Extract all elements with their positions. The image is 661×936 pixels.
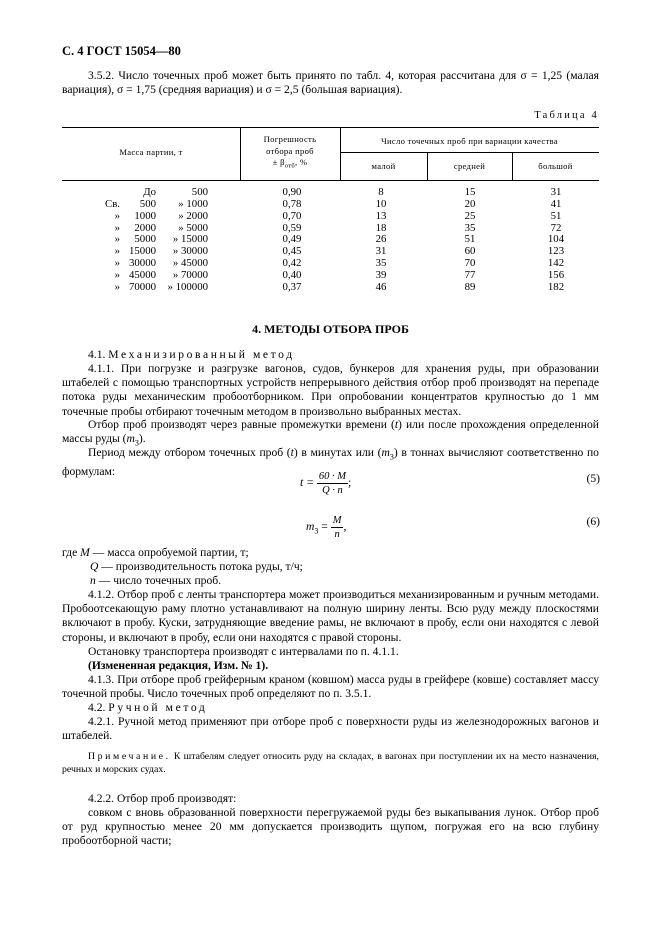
table-cell: 500 (191, 186, 208, 198)
col-mid (445, 187, 495, 294)
table-cell: 46 (375, 280, 387, 293)
numerator: 60 · M (318, 471, 346, 482)
table-cell: » 2000 (178, 209, 208, 222)
table-cell: 70 (464, 257, 476, 270)
beta-symbol: ± β (272, 157, 285, 167)
text: Отбор проб производят через равные промежутки времени ( (88, 418, 395, 431)
formula-lhs: t = (300, 476, 314, 490)
table-cell: 0,42 (282, 257, 302, 270)
equation-number-5: (5) (586, 472, 600, 485)
table-cell: » (114, 245, 120, 258)
subsection-number: 4.2. (88, 701, 106, 714)
where-line (62, 546, 599, 560)
table-header-bottom-rule (62, 180, 599, 181)
subscript: 3 (389, 452, 394, 462)
table-cell: 0,59 (282, 221, 302, 234)
symbol-t: t (290, 446, 294, 459)
col-header-group: Число точечных проб при вариации качества (381, 136, 558, 146)
table-cell: » (114, 233, 120, 246)
table-cell: 0,37 (282, 280, 302, 293)
table-cell: 13 (375, 209, 387, 222)
paragraph-stop: Остановку транспортера производят с интервалами по п. 4.1.1. (88, 645, 399, 658)
table-cell: 39 (375, 268, 387, 281)
subsection-title: Механизированный метод (108, 348, 295, 361)
table-cell: 123 (547, 245, 565, 258)
subsection-title: Ручной метод (108, 701, 208, 714)
beta-subscript: отб (284, 162, 295, 170)
table-cell: 0,90 (282, 186, 302, 198)
col-low (356, 187, 406, 294)
paragraph-4-1-1: 4.1.1. При погрузке и разгрузке вагонов, судов, бункеров для хранения руды, при образовании штабелей с помощью транспортных устройств непрерывного действия отбор проб производят на перепаде потока руды механическим пробоотборником. При опробовании концентратов крупностью до 1 мм точечные пробы отбирают точечным методом в произвольно выбранных местах. (62, 362, 599, 418)
table-cell: 35 (464, 221, 476, 234)
where-block (62, 546, 599, 589)
paragraph-3-5-2: 3.5.2. Число точечных проб может быть принято по табл. 4, которая рассчитана для σ = 1,25 (малая вариация), σ = 1,75 (средняя вариация) и σ = 2,5 (большая вариация). (62, 69, 599, 97)
page-header: С. 4 ГОСТ 15054—80 (62, 44, 181, 58)
table-cell: » 1000 (178, 197, 208, 210)
col-header-mass: Масса партии, т (119, 147, 183, 157)
table-cell: 156 (547, 268, 565, 281)
text: ) или после прохождения определенной массы руды ( (62, 418, 599, 446)
subsection-4-2 (62, 701, 599, 715)
col-header-error (240, 134, 340, 172)
table-cell: 72 (550, 221, 562, 234)
table-cell: 15000 (129, 245, 156, 258)
text: — производительность потока руды, т/ч; (98, 560, 303, 574)
paragraph-4-2-2-scoop: совком с вновь образованной поверхности перегружаемой руды без выкапывания лунок. Отбор проб от руд крупностью менее 20 мм допускается производить щупом, погружая его на всю глубину пробоотборной части; (62, 806, 599, 848)
paragraph-4-2-1: 4.2.1. Ручной метод применяют при отборе проб с поверхности руды из железнодорожных вагонов и штабелей. (62, 715, 599, 743)
col-header-error-line1: Погрешность (263, 134, 317, 144)
paragraph-4-2-2: 4.2.2. Отбор проб производят: (88, 792, 237, 805)
col-high (531, 187, 581, 294)
table-cell: 5000 (134, 233, 156, 246)
col-header-error-line3 (240, 157, 340, 172)
formula-tail: , (343, 520, 347, 534)
table-cell: » (114, 268, 120, 281)
col-mass-from (116, 187, 156, 294)
where-line (62, 560, 599, 574)
subsection-number: 4.1. (88, 348, 106, 361)
table-cell: 35 (375, 257, 387, 270)
formula-fraction (317, 470, 348, 497)
col-header-mid: средней (453, 161, 486, 171)
col-mass-to (156, 187, 208, 294)
table-cell: » (114, 257, 120, 270)
section-heading: 4. МЕТОДЫ ОТБОРА ПРОБ (252, 322, 409, 336)
table-cell: » 5000 (178, 221, 208, 234)
table-cell: 45000 (129, 268, 156, 281)
table-cell: 1000 (134, 209, 156, 222)
symbol: n (90, 574, 96, 588)
table-cell: » 100000 (167, 280, 208, 293)
numerator: M (332, 515, 342, 526)
text: Период между отбором точечных проб ( (88, 446, 291, 459)
symbol: Q (90, 560, 99, 574)
note-label: Примечание. (88, 751, 171, 762)
note-block (62, 750, 599, 776)
equation-number-6: (6) (586, 515, 600, 528)
table-cell: 51 (464, 233, 476, 246)
table-cell: 20 (464, 197, 476, 210)
table-cell: » 15000 (172, 233, 208, 246)
subscript: 3 (134, 438, 139, 448)
table-cell: 0,49 (282, 233, 302, 246)
paragraph-4-1-2: 4.1.2. Отбор проб с ленты транспортера может производиться механизированным и ручным методами. Пробоотсекающую раму плотно устанавливают на полную ширину ленты. Всю руду между плоскостями включают в пробу. Куски, затрудняющие введение рамы, не включают в пробу, если они находятся с левой стороны, и включают в пробу, если они находятся с правой стороны. (62, 588, 599, 644)
table-cell: 2000 (134, 221, 156, 234)
table-cell: 15 (464, 186, 476, 198)
table-cell: 104 (547, 233, 565, 246)
subsection-4-1 (62, 348, 599, 362)
table-cell: 0,40 (282, 268, 302, 281)
table-cell: 0,70 (282, 209, 302, 222)
where-line (62, 574, 599, 588)
table-cell: 10 (375, 197, 387, 210)
edit-note: (Измененная редакция, Изм. № 1). (88, 659, 269, 672)
table-cell: » 70000 (172, 268, 208, 281)
table-cell: 142 (547, 257, 565, 270)
table-cell: 182 (547, 280, 565, 293)
col-prefix (62, 187, 120, 294)
error-unit: , % (295, 157, 308, 167)
formula-fraction (331, 514, 347, 541)
table-cell: 31 (550, 186, 562, 198)
table-top-rule (62, 127, 599, 128)
paragraph-4-1-3: 4.1.3. При отборе проб грейферным краном (ковшом) масса руды в грейфере (ковше) составляет массу точечной пробы. Число точечных проб определяют по п. 3.5.1. (62, 673, 599, 701)
table-cell: 31 (375, 245, 387, 258)
col-header-high: большой (538, 161, 573, 171)
text: — масса опробуемой партии, т; (89, 546, 249, 559)
table-cell: 25 (464, 209, 476, 222)
table-cell: 51 (550, 209, 562, 222)
table-cell: 8 (378, 186, 384, 198)
col-header-low: малой (371, 161, 396, 171)
table-cell: 18 (375, 221, 387, 234)
table-cell: 60 (464, 245, 476, 258)
table-cell: 30000 (129, 257, 156, 270)
table-cell: До (143, 186, 156, 198)
table-subheader-rule (340, 152, 599, 153)
table-cell: » (114, 209, 120, 222)
table-cell: 500 (139, 197, 156, 210)
col-header-error-line2: отбора проб (266, 145, 314, 156)
table-cell: 26 (375, 233, 387, 246)
denominator: n (334, 529, 340, 540)
note-text: К штабелям следует относить руду на складах, в вагонах при поступлении их на место назначения, речных и морских судах. (62, 751, 599, 775)
formula-5 (300, 470, 351, 497)
symbol-t: t (394, 418, 399, 431)
text: ) в тоннах вычисляют соответственно по формулам: (62, 446, 599, 478)
table-cell: 41 (550, 197, 562, 210)
table-cell: 89 (464, 280, 476, 293)
symbol-m: m (381, 446, 390, 459)
formula-tail: ; (347, 476, 352, 490)
col-error (262, 187, 322, 294)
table-cell: 0,45 (282, 245, 302, 258)
table-label: Таблица 4 (534, 110, 599, 121)
formula-lhs-subscript: 3 (314, 526, 319, 536)
table-cell: 77 (464, 268, 476, 281)
formula-lhs: m (306, 520, 315, 534)
symbol: M (80, 546, 90, 559)
table-cell: Св. (105, 197, 120, 210)
table-cell: » 30000 (172, 245, 208, 258)
text: — число точечных проб. (95, 574, 222, 588)
table-cell: » (114, 221, 120, 234)
table-cell: 70000 (129, 280, 156, 293)
denominator: Q · n (322, 485, 343, 496)
text: ) в минутах или ( (293, 446, 382, 459)
text: где (62, 546, 81, 559)
text: ). (138, 432, 146, 446)
symbol-m: m (126, 432, 135, 446)
table-cell: » (114, 280, 120, 293)
formula-equals: = (318, 520, 328, 534)
table-cell: 0,78 (282, 197, 302, 210)
table-cell: » 45000 (172, 257, 208, 270)
formula-6 (306, 514, 346, 541)
